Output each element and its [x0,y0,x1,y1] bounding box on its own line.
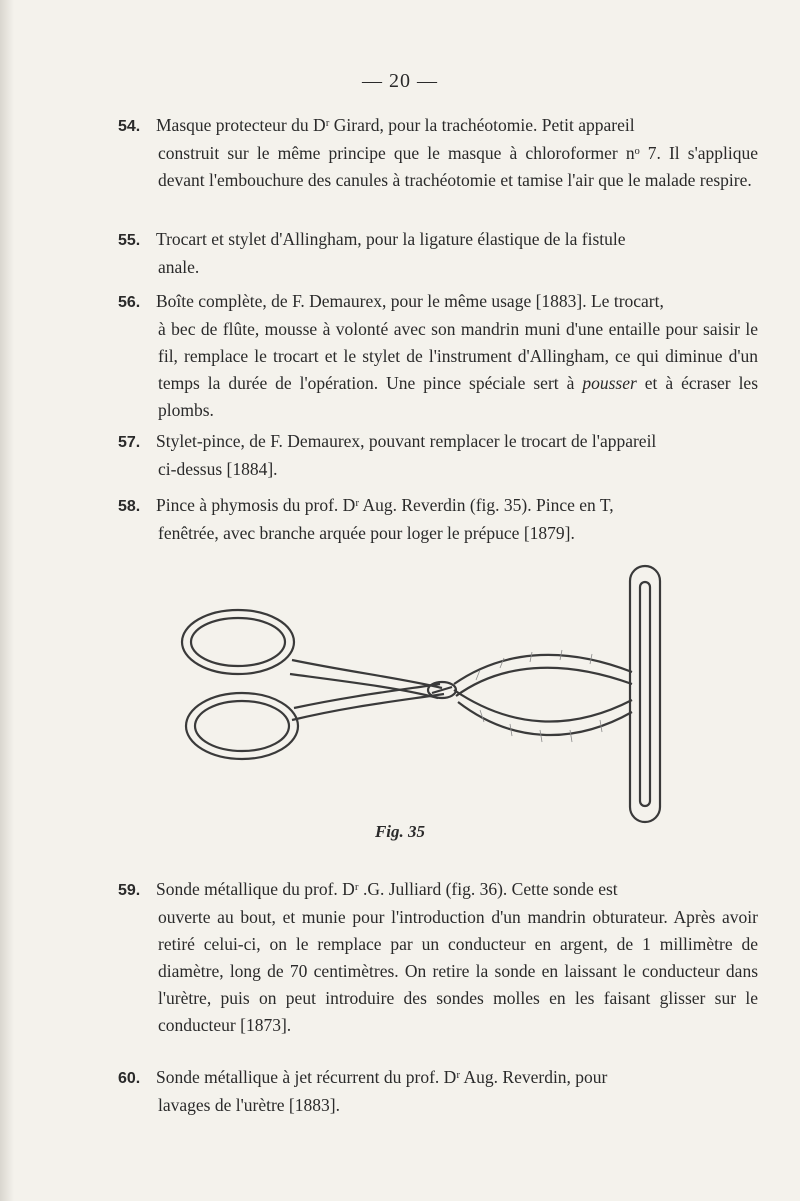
entry-58 [118,492,758,547]
upper-finger-ring [182,610,294,674]
entry-57 [118,428,758,483]
entry-lead: Sonde métallique à jet récurrent du prof. Dʳ Aug. Reverdin, pour [156,1067,608,1087]
entry-59 [118,876,758,1039]
entry-continuation: ouverte au bout, et munie pour l'introduction d'un mandrin obturateur. Après avoir retiré celui-ci, on le remplace par un conducteur en argent, de 1 millimètre de diamètre, long de 70 centimètres. On retire la sonde en laissant le conducteur dans l'urètre, puis on peut introduire des sondes molles en les faisant glisser sur le conducteur [1873]. [158,907,758,1035]
entry-number: 60. [118,1070,141,1087]
entry-lead: Pince à phymosis du prof. Dʳ Aug. Reverdin (fig. 35). Pince en T, [156,495,614,515]
entry-55 [118,226,758,281]
entry-continuation: ci-dessus [1884]. [158,459,278,479]
entry-continuation: lavages de l'urètre [1883]. [158,1095,340,1115]
lower-finger-ring [186,693,298,759]
entry-54 [118,112,758,194]
entry-lead: Sonde métallique du prof. Dʳ .G. Julliard (fig. 36). Cette sonde est [156,879,618,899]
figure-35-illustration [180,560,760,840]
entry-continuation: à bec de flûte, mousse à volonté avec son mandrin muni d'une entaille pour saisir le fil, remplace le trocart et le stylet de l'instrument d'Allingham, ce qui diminue d'un temps la durée de l'opération. Une pince spéciale sert à pousser et à écraser les plombs. [158,319,759,420]
entry-lead: Boîte complète, de F. Demaurex, pour le même usage [1883]. Le trocart, [156,291,664,311]
entry-number: 59. [118,882,141,899]
entry-continuation: fenêtrée, avec branche arquée pour loger le prépuce [1879]. [158,523,575,543]
page-number: — 20 — [362,70,438,92]
t-bar-head [630,566,660,822]
entry-number: 58. [118,498,141,515]
entry-number: 57. [118,434,141,451]
entry-lead: Masque protecteur du Dʳ Girard, pour la trachéotomie. Petit appareil [156,115,635,135]
entry-lead: Stylet-pince, de F. Demaurex, pouvant remplacer le trocart de l'appareil [156,431,657,451]
entry-number: 56. [118,294,141,311]
entry-56 [118,288,758,424]
entry-continuation: construit sur le même principe que le masque à chloroformer nᵒ 7. Il s'applique devant l'embouchure des canules à trachéotomie et tamise l'air que le malade respire. [158,143,758,190]
entry-60 [118,1064,758,1119]
figure-caption: Fig. 35 [374,822,426,841]
italic-word: pousser [582,373,637,393]
phimosis-forceps-icon [180,560,760,840]
entry-number: 54. [118,118,141,135]
entry-number: 55. [118,232,141,249]
entry-continuation: anale. [158,257,200,277]
page-edge-shadow [0,0,14,1201]
entry-lead: Trocart et stylet d'Allingham, pour la ligature élastique de la fistule [156,229,626,249]
